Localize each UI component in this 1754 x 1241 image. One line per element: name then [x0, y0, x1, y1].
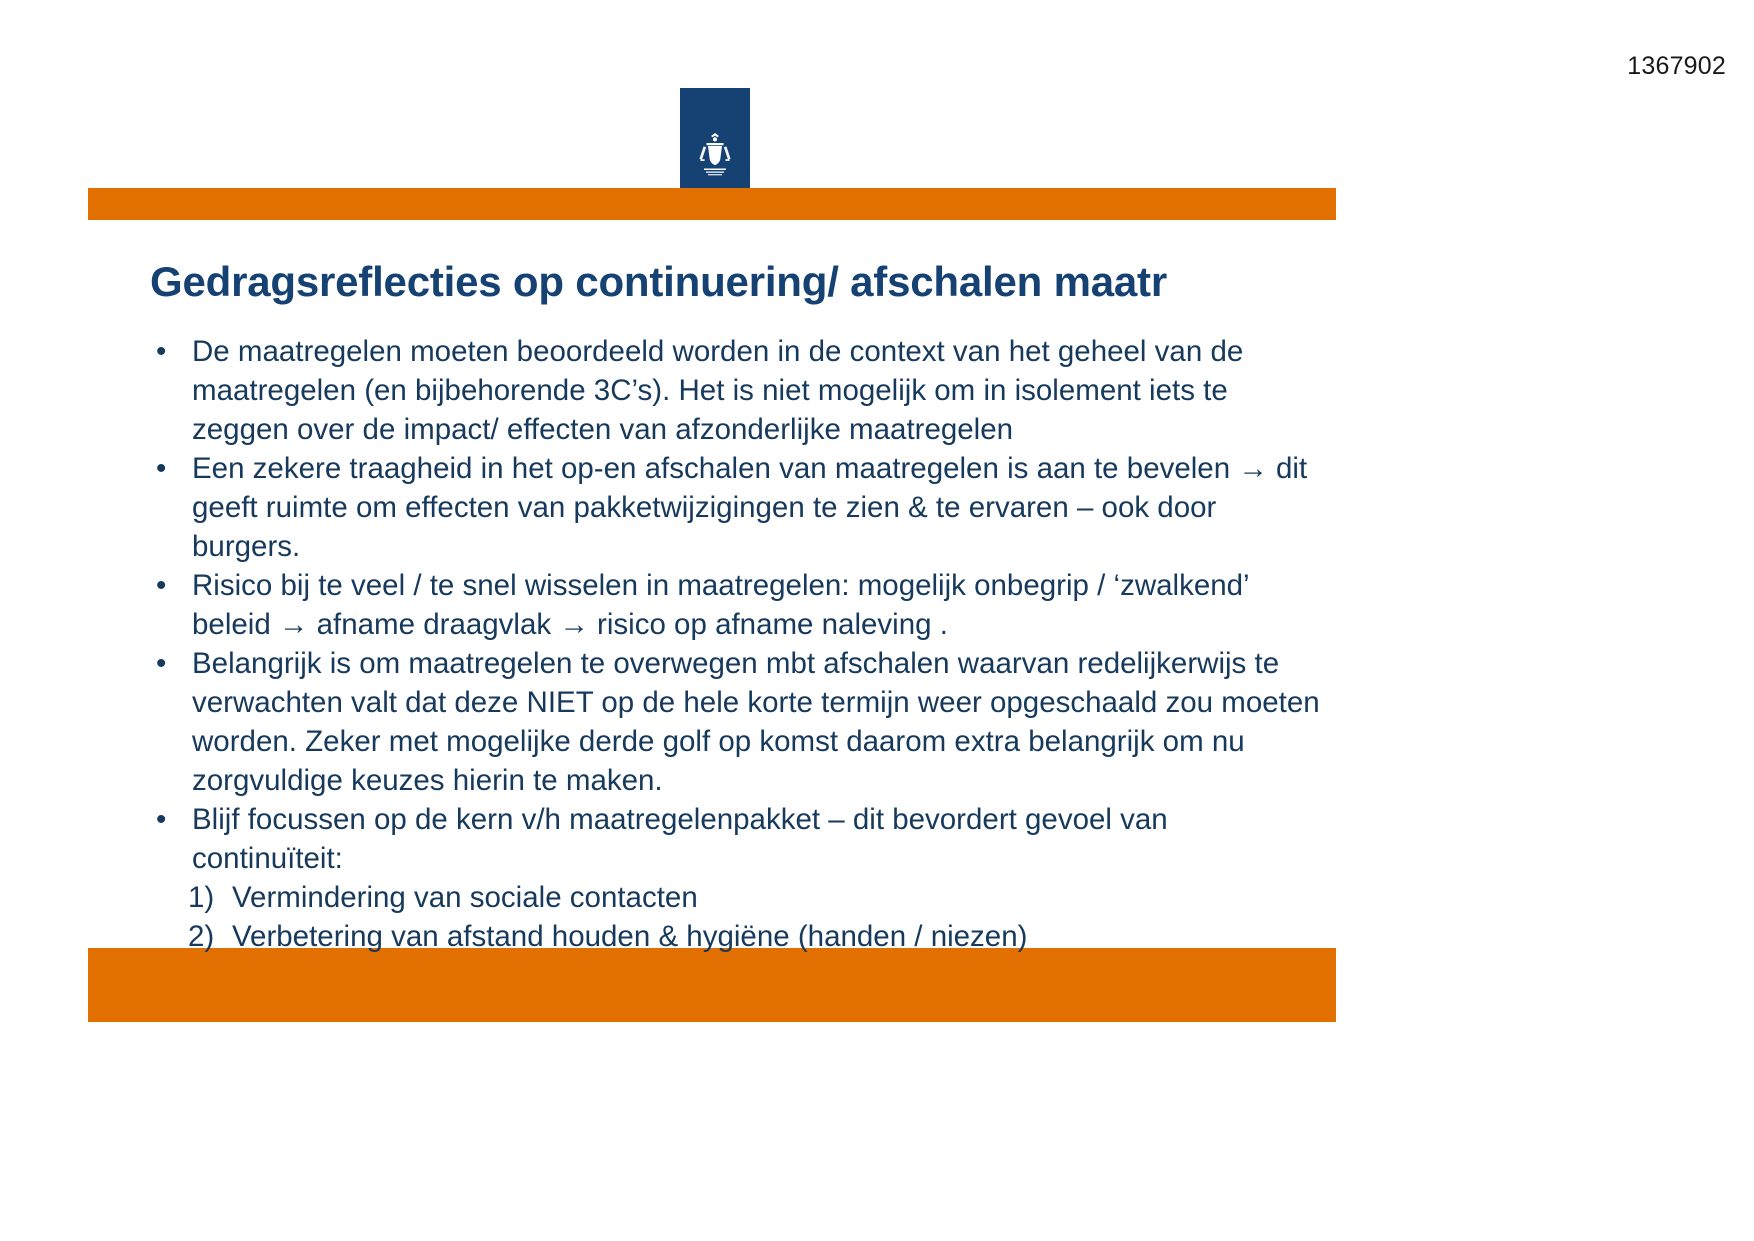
list-item	[150, 644, 1320, 800]
orange-bar-top	[88, 188, 1336, 220]
netherlands-government-crest-icon	[680, 132, 750, 178]
slide-body	[150, 332, 1320, 956]
list-item	[150, 917, 1320, 956]
bullet-marker: •	[156, 335, 167, 368]
government-logo-block	[680, 88, 750, 188]
bullet-marker: •	[156, 569, 167, 602]
bullet-text: De maatregelen moeten beoordeeld worden in de context van het geheel van de maatregelen (en bijbehorende 3C’s). Het is niet mogelijk om in isolement iets te zeggen over de impact/ effecten van afzonderlijke maatregelen	[192, 335, 1244, 446]
bullet-marker: •	[156, 452, 167, 485]
orange-bar-bottom	[88, 948, 1336, 1022]
list-item	[150, 332, 1320, 449]
list-item	[150, 566, 1320, 644]
list-item	[150, 449, 1320, 566]
bullet-marker: •	[156, 803, 167, 836]
sublist-number: 1)	[188, 881, 215, 914]
sublist-text: Vermindering van sociale contacten	[232, 881, 698, 914]
bullet-text: Blijf focussen op de kern v/h maatregelenpakket – dit bevordert gevoel van continuïteit:	[192, 803, 1168, 875]
bullet-list	[150, 332, 1320, 878]
numbered-sublist	[150, 878, 1320, 956]
sublist-text: Verbetering van afstand houden & hygiëne (handen / niezen)	[232, 920, 1028, 953]
bullet-text: Belangrijk is om maatregelen te overwegen mbt afschalen waarvan redelijkerwijs te verwachten valt dat deze NIET op de hele korte termijn weer opgeschaald zou moeten worden. Zeker met mogelijke derde golf op komst daarom extra belangrijk om nu zorgvuldige keuzes hierin te maken.	[192, 647, 1320, 797]
list-item	[150, 878, 1320, 917]
list-item	[150, 800, 1320, 878]
page-title: Gedragsreflecties op continuering/ afschalen maatr	[150, 258, 1167, 305]
document-number: 1367902	[1627, 52, 1726, 80]
bullet-text: Een zekere traagheid in het op-en afschalen van maatregelen is aan te bevelen → dit geeft ruimte om effecten van pakketwijzigingen te zien & te ervaren – ook door burgers.	[192, 452, 1308, 563]
sublist-number: 2)	[188, 920, 215, 953]
bullet-text: Risico bij te veel / te snel wisselen in maatregelen: mogelijk onbegrip / ‘zwalkend’ beleid → afname draagvlak → risico op afname naleving .	[192, 569, 1249, 641]
bullet-marker: •	[156, 647, 167, 680]
